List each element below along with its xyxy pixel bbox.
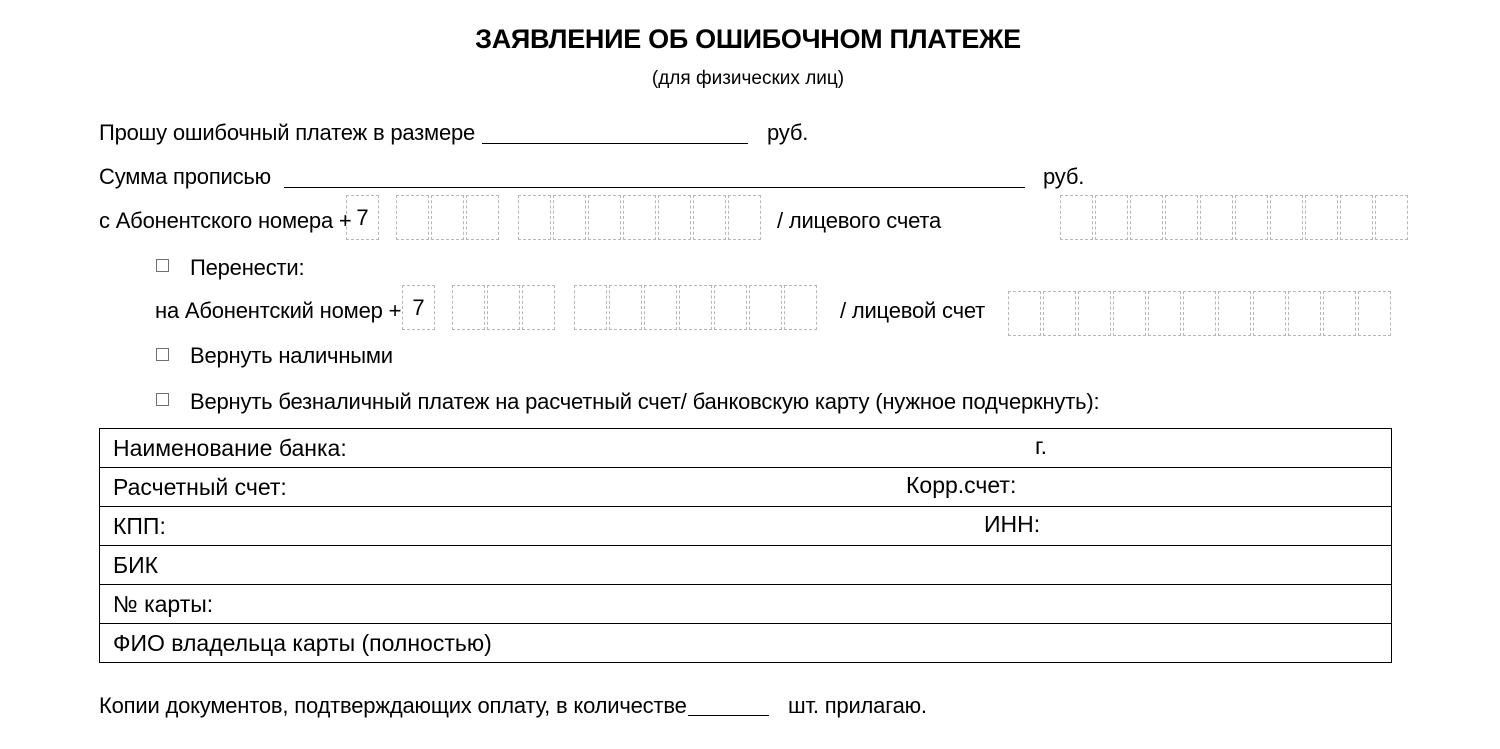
inn-label: ИНН: (984, 511, 1041, 537)
digit-box[interactable] (658, 195, 691, 240)
noncash-label: Вернуть безналичный платеж на расчетный счет/ банковскую карту (нужное подчеркнуть): (190, 389, 1100, 414)
settlement-account-label: Расчетный счет: (113, 473, 287, 500)
phone-prefix-cell: 7 (402, 285, 435, 330)
digit-box[interactable] (588, 195, 621, 240)
digit-box[interactable] (693, 195, 726, 240)
amount-words-label: Сумма прописью (99, 164, 271, 189)
to-phone-label: на Абонентский номер + (155, 298, 402, 323)
digit-box[interactable] (487, 285, 520, 330)
digit-box[interactable] (1253, 291, 1286, 336)
digit-box[interactable] (518, 195, 551, 240)
to-phone-prefix (402, 285, 437, 330)
digit-box[interactable] (1008, 291, 1041, 336)
bank-details-table (99, 428, 1392, 663)
bik-cell[interactable] (100, 546, 1392, 585)
digit-box[interactable] (1148, 291, 1181, 336)
to-account-boxes[interactable] (1008, 291, 1393, 336)
table-row (100, 507, 1392, 546)
digit-box[interactable] (1183, 291, 1216, 336)
from-account-label: / лицевого счета (777, 208, 942, 233)
amount-field[interactable] (482, 143, 748, 144)
digit-box[interactable] (784, 285, 817, 330)
from-phone-label: с Абонентского номера + (99, 208, 352, 233)
digit-box[interactable] (1060, 195, 1093, 240)
amount-currency: руб. (767, 120, 809, 145)
bik-label: БИК (113, 551, 159, 578)
digit-box[interactable] (1095, 195, 1128, 240)
kpp-cell[interactable] (100, 507, 1392, 546)
digit-box[interactable] (1305, 195, 1338, 240)
digit-box[interactable] (452, 285, 485, 330)
copies-label: Копии документов, подтверждающих оплату, в количестве (99, 693, 687, 718)
digit-box[interactable] (609, 285, 642, 330)
digit-box[interactable] (553, 195, 586, 240)
digit-box[interactable] (1358, 291, 1391, 336)
kpp-label: КПП: (113, 512, 166, 539)
settlement-account-cell[interactable] (100, 468, 1392, 507)
digit-box[interactable] (644, 285, 677, 330)
amount-words-field[interactable] (284, 187, 1025, 188)
digit-box[interactable] (1218, 291, 1251, 336)
card-holder-label: ФИО владельца карты (полностью) (113, 629, 492, 656)
page-subtitle: (для физических лиц) (651, 68, 845, 89)
from-phone-prefix (346, 195, 381, 240)
digit-box[interactable] (522, 285, 555, 330)
page-title: ЗАЯВЛЕНИЕ ОБ ОШИБОЧНОМ ПЛАТЕЖЕ (475, 24, 1021, 54)
table-row (100, 429, 1392, 468)
copies-suffix: шт. прилагаю. (788, 693, 927, 718)
digit-box[interactable] (1235, 195, 1268, 240)
digit-box[interactable] (1375, 195, 1408, 240)
amount-label: Прошу ошибочный платеж в размере (99, 120, 476, 145)
from-phone-number-boxes[interactable] (518, 195, 763, 240)
digit-box[interactable] (1288, 291, 1321, 336)
to-account-label: / лицевой счет (840, 298, 986, 323)
digit-box[interactable] (1270, 195, 1303, 240)
bank-name-label: Наименование банка: (113, 434, 347, 461)
table-row (100, 546, 1392, 585)
copies-count-field[interactable] (688, 715, 769, 716)
digit-box[interactable] (679, 285, 712, 330)
digit-box[interactable] (1130, 195, 1163, 240)
corr-account-label: Корр.счет: (906, 472, 1017, 498)
from-account-boxes[interactable] (1060, 195, 1410, 240)
to-phone-code-boxes[interactable] (452, 285, 557, 330)
card-number-label: № карты: (113, 590, 214, 617)
card-number-cell[interactable] (100, 585, 1392, 624)
bank-name-cell[interactable] (100, 429, 1392, 468)
phone-prefix-cell: 7 (346, 195, 379, 240)
transfer-label: Перенести: (190, 255, 305, 280)
digit-box[interactable] (1323, 291, 1356, 336)
table-row (100, 624, 1392, 663)
to-phone-number-boxes[interactable] (574, 285, 819, 330)
digit-box[interactable] (623, 195, 656, 240)
card-holder-cell[interactable] (100, 624, 1392, 663)
cash-label: Вернуть наличными (190, 343, 393, 368)
digit-box[interactable] (1078, 291, 1111, 336)
digit-box[interactable] (728, 195, 761, 240)
table-row (100, 468, 1392, 507)
cash-checkbox[interactable] (156, 348, 169, 361)
digit-box[interactable] (574, 285, 607, 330)
digit-box[interactable] (714, 285, 747, 330)
digit-box[interactable] (396, 195, 429, 240)
digit-box[interactable] (1165, 195, 1198, 240)
digit-box[interactable] (1200, 195, 1233, 240)
digit-box[interactable] (1340, 195, 1373, 240)
digit-box[interactable] (749, 285, 782, 330)
table-row (100, 585, 1392, 624)
digit-box[interactable] (1043, 291, 1076, 336)
digit-box[interactable] (1113, 291, 1146, 336)
city-label: г. (1035, 433, 1047, 459)
noncash-checkbox[interactable] (156, 393, 169, 406)
transfer-checkbox[interactable] (156, 259, 169, 272)
amount-words-currency: руб. (1043, 164, 1085, 189)
from-phone-code-boxes[interactable] (396, 195, 501, 240)
digit-box[interactable] (466, 195, 499, 240)
digit-box[interactable] (431, 195, 464, 240)
